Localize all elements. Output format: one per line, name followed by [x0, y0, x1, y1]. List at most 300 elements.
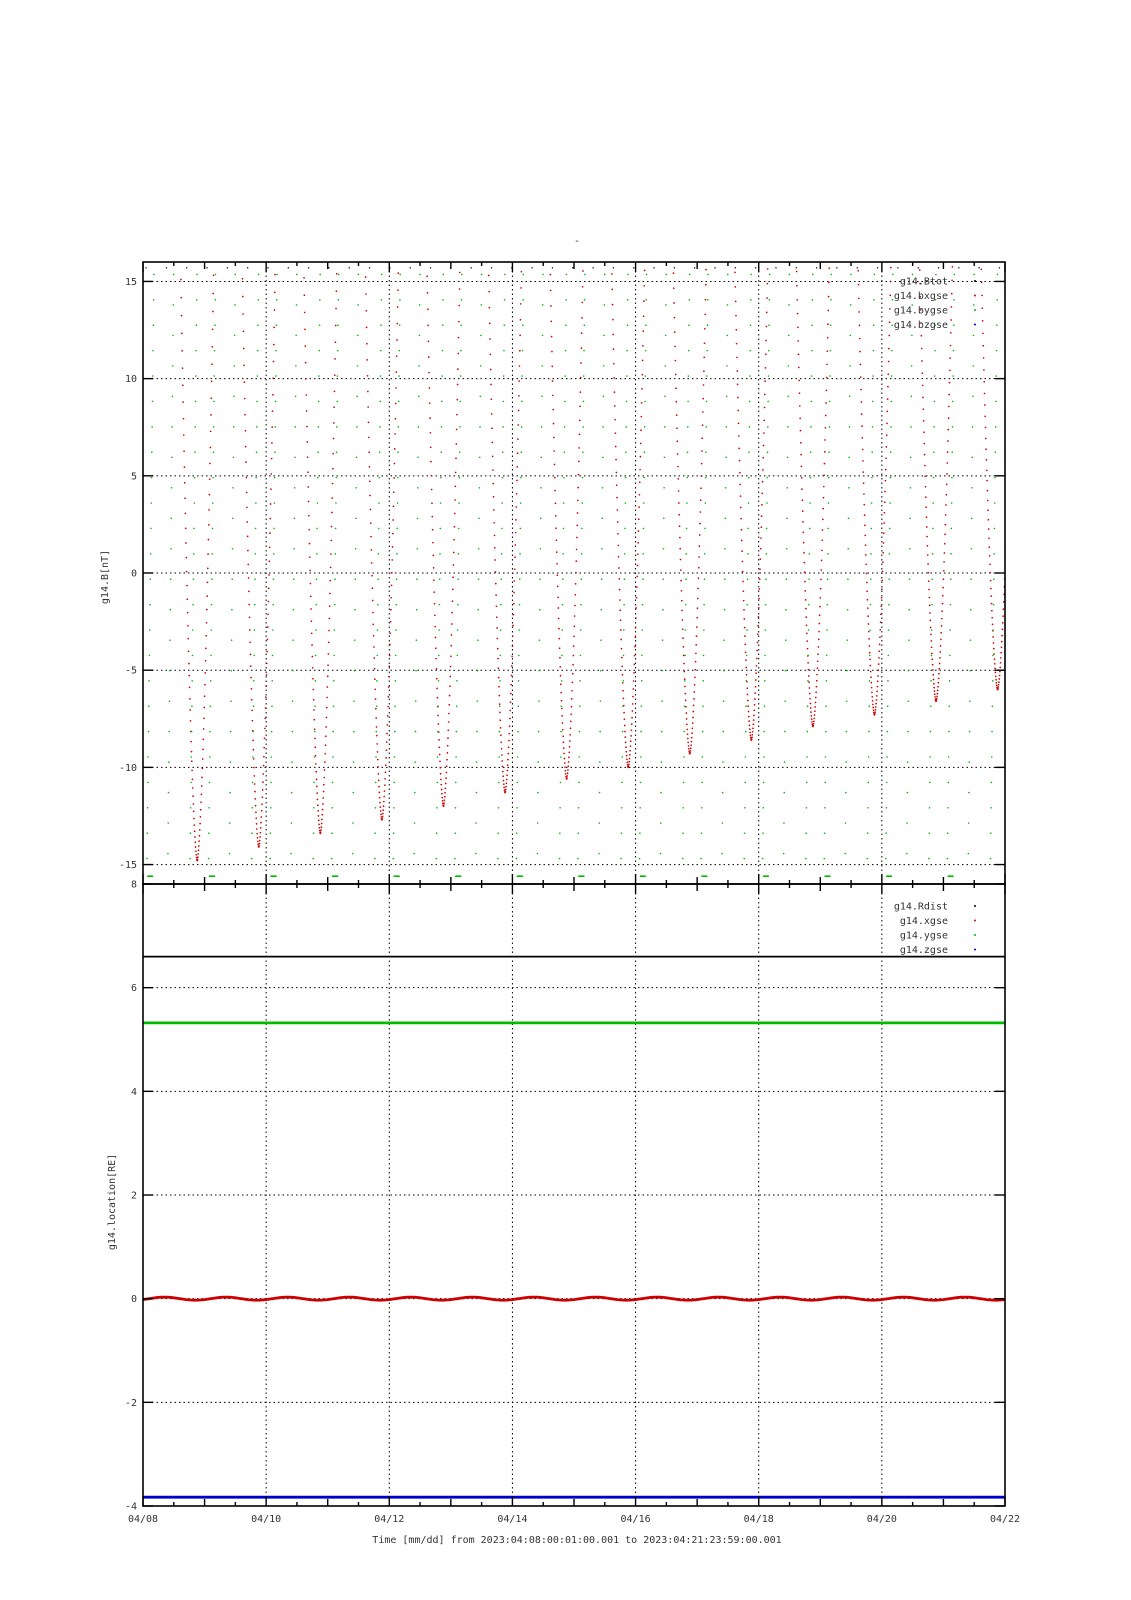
- bxgse-point: [492, 455, 494, 457]
- bxgse-point: [980, 268, 982, 270]
- bxgse-point: [449, 695, 451, 697]
- bxgse-point: [673, 287, 675, 289]
- bygse-point: [994, 528, 996, 530]
- bygse-point: [291, 822, 293, 824]
- bygse-point: [436, 807, 438, 809]
- bygse-point: [869, 629, 871, 631]
- bxgse-point: [312, 689, 314, 691]
- bxgse-point: [822, 529, 824, 531]
- bxgse-point: [375, 708, 377, 710]
- bygse-point: [996, 350, 998, 352]
- bxgse-point: [617, 533, 619, 535]
- bygse-point: [562, 578, 564, 580]
- bxgse-point: [264, 717, 266, 719]
- bygse-point: [870, 578, 872, 580]
- bxgse-point: [748, 720, 750, 722]
- bxgse-point: [249, 629, 251, 631]
- bxgse-point: [642, 345, 644, 347]
- bxgse-point: [367, 391, 369, 393]
- bygse-point: [234, 304, 236, 306]
- bygse-point: [151, 451, 153, 453]
- bxgse-point: [304, 312, 306, 314]
- bxgse-point: [883, 542, 885, 544]
- bygse-point: [908, 609, 910, 611]
- bygse-point: [272, 655, 274, 657]
- bxgse-point: [489, 338, 491, 340]
- bxgse-point: [752, 727, 754, 729]
- bxgse-point: [817, 653, 819, 655]
- bygse-point: [521, 401, 523, 403]
- bxgse-point: [435, 637, 437, 639]
- bxgse-point: [209, 447, 211, 449]
- bygse-point: [380, 350, 382, 352]
- bygse-point: [641, 705, 643, 707]
- bxgse-point: [638, 530, 640, 532]
- bygse-point: [689, 274, 691, 276]
- bxgse-point: [180, 297, 182, 299]
- bxgse-point: [990, 580, 992, 582]
- bygse-point: [355, 578, 357, 580]
- bxgse-point: [332, 483, 334, 485]
- bxgse-point: [938, 678, 940, 680]
- bygse-point: [950, 604, 952, 606]
- bygse-point: [516, 832, 518, 834]
- bygse-point: [828, 451, 830, 453]
- bxgse-point: [816, 674, 818, 676]
- b-panel-frame: [143, 262, 1005, 884]
- bxgse-point: [519, 365, 521, 367]
- bxgse-point: [558, 628, 560, 630]
- bygse-point: [582, 477, 584, 479]
- bxgse-point: [575, 560, 577, 562]
- bxgse-point: [694, 669, 696, 671]
- bygse-point: [786, 578, 788, 580]
- bygse-point: [275, 401, 277, 403]
- bxgse-point: [570, 721, 572, 723]
- bxgse-point: [445, 777, 447, 779]
- bxgse-point: [626, 755, 628, 757]
- bygse-point: [152, 375, 154, 377]
- bygse-point: [624, 578, 626, 580]
- bygse-point: [229, 792, 231, 794]
- bxgse-point: [260, 832, 262, 834]
- bxgse-point: [760, 537, 762, 539]
- bxgse-point: [552, 395, 554, 397]
- bxgse-point: [185, 542, 187, 544]
- bygse-point: [968, 822, 970, 824]
- bygse-point: [929, 782, 931, 784]
- bxgse-point: [739, 472, 741, 474]
- bygse-point: [191, 756, 193, 758]
- bxgse-point: [307, 486, 309, 488]
- bxgse-point: [497, 648, 499, 650]
- bygse-point: [271, 756, 273, 758]
- bxgse-point: [581, 317, 583, 319]
- bygse-point: [663, 517, 665, 519]
- bxgse-point: [506, 779, 508, 781]
- bxgse-point: [687, 742, 689, 744]
- bxgse-point: [320, 826, 322, 828]
- bygse-point: [212, 528, 214, 530]
- bygse-point: [639, 807, 641, 809]
- bxgse-point: [688, 748, 690, 750]
- bxgse-point: [564, 758, 566, 760]
- bygse-point: [828, 502, 830, 504]
- bygse-point: [149, 655, 151, 657]
- bygse-point: [874, 274, 876, 276]
- bxgse-point: [253, 758, 255, 760]
- bygse-point: [727, 304, 729, 306]
- bxgse-point: [865, 563, 867, 565]
- bxgse-point: [819, 606, 821, 608]
- bxgse-point: [372, 612, 374, 614]
- bxgse-point: [931, 653, 933, 655]
- bxgse-point: [328, 653, 330, 655]
- bxgse-point: [185, 557, 187, 559]
- bygse-point: [520, 502, 522, 504]
- bygse-point: [519, 553, 521, 555]
- bxgse-point: [616, 472, 618, 474]
- bxgse-point: [612, 319, 614, 321]
- bxgse-point: [207, 553, 209, 555]
- bxgse-point: [385, 771, 387, 773]
- bxgse-point: [188, 675, 190, 677]
- bxgse-point: [258, 845, 260, 847]
- bxgse-point: [860, 376, 862, 378]
- bxgse-point: [304, 345, 306, 347]
- bxgse-point: [924, 465, 926, 467]
- bygse-point: [887, 731, 889, 733]
- bxgse-point: [872, 704, 874, 706]
- bygse-point: [953, 324, 955, 326]
- bygse-point: [211, 553, 213, 555]
- bxgse-point: [939, 657, 941, 659]
- bxgse-point: [259, 840, 261, 842]
- bxgse-point: [193, 818, 195, 820]
- bxgse-point: [983, 357, 985, 359]
- bxgse-point: [862, 449, 864, 451]
- bxgse-point: [261, 796, 263, 798]
- bygse-point: [868, 705, 870, 707]
- bxgse-point: [806, 625, 808, 627]
- x-tick-label: 04/08: [127, 1514, 159, 1525]
- bxgse-point: [825, 402, 827, 404]
- bygse-point: [786, 487, 788, 489]
- bygse-point: [726, 335, 728, 337]
- bxgse-point: [811, 721, 813, 723]
- bygse-point: [393, 807, 395, 809]
- bxgse-point: [254, 791, 256, 793]
- bxgse-point: [805, 616, 807, 618]
- bxgse-point: [197, 859, 199, 861]
- bygse-point: [625, 451, 627, 453]
- bxgse-point: [259, 836, 261, 838]
- bxgse-point: [581, 347, 583, 349]
- bygse-point: [457, 578, 459, 580]
- bxgse-point: [251, 710, 253, 712]
- bxgse-point: [493, 522, 495, 524]
- bxgse-point: [273, 361, 275, 363]
- bxgse-point: [922, 397, 924, 399]
- bxgse-point: [743, 609, 745, 611]
- bxgse-point: [393, 505, 395, 507]
- bxgse-point: [747, 705, 749, 707]
- bygse-point: [868, 756, 870, 758]
- bygse-point: [992, 705, 994, 707]
- bxgse-point: [626, 758, 628, 760]
- bygse-point: [890, 477, 892, 479]
- legend-label: g14.ygse: [899, 930, 948, 942]
- bxgse-point: [451, 623, 453, 625]
- bxgse-point: [579, 406, 581, 408]
- bxgse-point: [620, 639, 622, 641]
- btot-point: [816, 267, 817, 268]
- bygse-point: [870, 604, 872, 606]
- bygse-point: [475, 822, 477, 824]
- magnetic-field-panel: [119, 262, 1006, 885]
- bygse-point: [377, 629, 379, 631]
- bygse-point: [847, 548, 849, 550]
- bxgse-point: [881, 588, 883, 590]
- bygse-point: [745, 731, 747, 733]
- bygse-point: [744, 807, 746, 809]
- bygse-point: [478, 548, 480, 550]
- bxgse-point: [761, 515, 763, 517]
- bygse-point: [331, 832, 333, 834]
- bxgse-point: [802, 499, 804, 501]
- bxgse-point: [811, 718, 813, 720]
- bxgse-point: [571, 706, 573, 708]
- bygse-point: [379, 426, 381, 428]
- bygse-point: [521, 426, 523, 428]
- bxgse-point: [397, 306, 399, 308]
- bxgse-point: [508, 746, 510, 748]
- bygse-point: [393, 782, 395, 784]
- bxgse-point: [314, 746, 316, 748]
- bygse-point: [456, 680, 458, 682]
- bygse-point: [415, 700, 417, 702]
- bxgse-point: [490, 384, 492, 386]
- bygse-point: [212, 477, 214, 479]
- bxgse-point: [796, 285, 798, 287]
- bygse-point: [522, 350, 524, 352]
- bxgse-point: [994, 667, 996, 669]
- bxgse-point: [436, 688, 438, 690]
- bygse-point: [748, 502, 750, 504]
- bygse-point: [542, 335, 544, 337]
- bxgse-point: [885, 480, 887, 482]
- bxgse-point: [182, 384, 184, 386]
- bxgse-point: [396, 339, 398, 341]
- bxgse-point: [820, 588, 822, 590]
- bxgse-point: [317, 804, 319, 806]
- bxgse-point: [335, 308, 337, 310]
- bygse-point: [458, 528, 460, 530]
- bxgse-point: [382, 809, 384, 811]
- bxgse-point: [869, 652, 871, 654]
- bxgse-point: [373, 635, 375, 637]
- bxgse-point: [943, 570, 945, 572]
- bygse-point: [460, 324, 462, 326]
- bxgse-point: [640, 429, 642, 431]
- bxgse-point: [387, 696, 389, 698]
- bygse-point: [868, 731, 870, 733]
- bygse-point: [825, 705, 827, 707]
- bygse-point: [194, 477, 196, 479]
- bygse-point: [931, 578, 933, 580]
- bxgse-point: [804, 581, 806, 583]
- bxgse-point: [389, 632, 391, 634]
- bygse-point: [763, 807, 765, 809]
- bxgse-point: [377, 766, 379, 768]
- bygse-point: [602, 457, 604, 459]
- bxgse-point: [683, 646, 685, 648]
- bxgse-point: [499, 712, 501, 714]
- bxgse-point: [563, 742, 565, 744]
- bygse-point: [537, 761, 539, 763]
- bygse-point: [318, 375, 320, 377]
- bxgse-point: [734, 271, 736, 273]
- bxgse-point: [576, 549, 578, 551]
- bygse-point: [376, 731, 378, 733]
- bygse-point: [455, 756, 457, 758]
- bygse-point: [621, 782, 623, 784]
- bygse-point: [292, 700, 294, 702]
- bygse-point: [787, 396, 789, 398]
- bygse-point: [460, 375, 462, 377]
- bxgse-point: [193, 824, 195, 826]
- bygse-point: [745, 756, 747, 758]
- bygse-point: [830, 299, 832, 301]
- bxgse-point: [514, 580, 516, 582]
- bygse-point: [502, 477, 504, 479]
- bygse-point: [603, 396, 605, 398]
- bxgse-point: [437, 715, 439, 717]
- bxgse-point: [500, 727, 502, 729]
- bxgse-point: [515, 506, 517, 508]
- bxgse-point: [555, 502, 557, 504]
- bygse-point: [476, 700, 478, 702]
- bygse-point: [623, 655, 625, 657]
- bygse-point: [376, 705, 378, 707]
- bygse-point: [785, 670, 787, 672]
- bxgse-point: [643, 300, 645, 302]
- bygse-point: [500, 655, 502, 657]
- bygse-point: [436, 832, 438, 834]
- bygse-point: [292, 670, 294, 672]
- bxgse-point: [952, 266, 954, 268]
- bxgse-point: [558, 638, 560, 640]
- bygse-point: [661, 761, 663, 763]
- bxgse-point: [368, 451, 370, 453]
- bxgse-point: [580, 391, 582, 393]
- bygse-point: [847, 609, 849, 611]
- bxgse-point: [561, 700, 563, 702]
- bygse-point: [911, 396, 913, 398]
- bygse-point: [767, 426, 769, 428]
- bygse-point: [376, 655, 378, 657]
- bxgse-point: [766, 326, 768, 328]
- bxgse-point: [987, 509, 989, 511]
- bygse-point: [992, 629, 994, 631]
- bxgse-point: [937, 682, 939, 684]
- bxgse-point: [200, 816, 202, 818]
- btot-point: [308, 267, 309, 268]
- bygse-point: [887, 655, 889, 657]
- bygse-point: [809, 528, 811, 530]
- bygse-point: [687, 426, 689, 428]
- bygse-point: [504, 274, 506, 276]
- bygse-point: [379, 451, 381, 453]
- bxgse-point: [824, 451, 826, 453]
- bygse-point: [805, 858, 807, 860]
- bygse-point: [476, 792, 478, 794]
- btot-point: [938, 267, 939, 268]
- bygse-point: [190, 832, 192, 834]
- bygse-point: [933, 477, 935, 479]
- bxgse-point: [995, 675, 997, 677]
- bxgse-point: [514, 556, 516, 558]
- bxgse-point: [618, 578, 620, 580]
- bxgse-point: [371, 575, 373, 577]
- bxgse-point: [567, 765, 569, 767]
- bygse-point: [748, 477, 750, 479]
- bxgse-point: [512, 625, 514, 627]
- bxgse-point: [757, 633, 759, 635]
- bxgse-point: [313, 719, 315, 721]
- bygse-point: [170, 578, 172, 580]
- bygse-point: [398, 375, 400, 377]
- bygse-point: [232, 517, 234, 519]
- bygse-point: [416, 578, 418, 580]
- bygse-point: [888, 604, 890, 606]
- bxgse-point: [996, 682, 998, 684]
- bygse-point: [256, 426, 258, 428]
- bygse-point: [274, 426, 276, 428]
- bxgse-point: [933, 683, 935, 685]
- bxgse-point: [445, 788, 447, 790]
- bygse-point: [947, 807, 949, 809]
- bxgse-point: [887, 373, 889, 375]
- bxgse-point: [681, 610, 683, 612]
- bxgse-point: [393, 477, 395, 479]
- bygse-point: [996, 299, 998, 301]
- bygse-point: [639, 832, 641, 834]
- bygse-point: [316, 553, 318, 555]
- bxgse-point: [690, 750, 692, 752]
- bxgse-point: [185, 513, 187, 515]
- bxgse-point: [519, 335, 521, 337]
- bxgse-point: [921, 360, 923, 362]
- bygse-point: [765, 578, 767, 580]
- bxgse-point: [876, 691, 878, 693]
- bxgse-point: [937, 693, 939, 695]
- bxgse-point: [370, 522, 372, 524]
- bxgse-point: [182, 367, 184, 369]
- bygse-point: [332, 756, 334, 758]
- bygse-point: [258, 299, 260, 301]
- bxgse-point: [999, 666, 1001, 668]
- bxgse-point: [799, 418, 801, 420]
- bxgse-point: [934, 693, 936, 695]
- bygse-point: [395, 680, 397, 682]
- bxgse-point: [502, 775, 504, 777]
- bygse-point: [996, 324, 998, 326]
- bygse-point: [969, 700, 971, 702]
- bxgse-point: [568, 761, 570, 763]
- bygse-point: [172, 396, 174, 398]
- bygse-point: [705, 477, 707, 479]
